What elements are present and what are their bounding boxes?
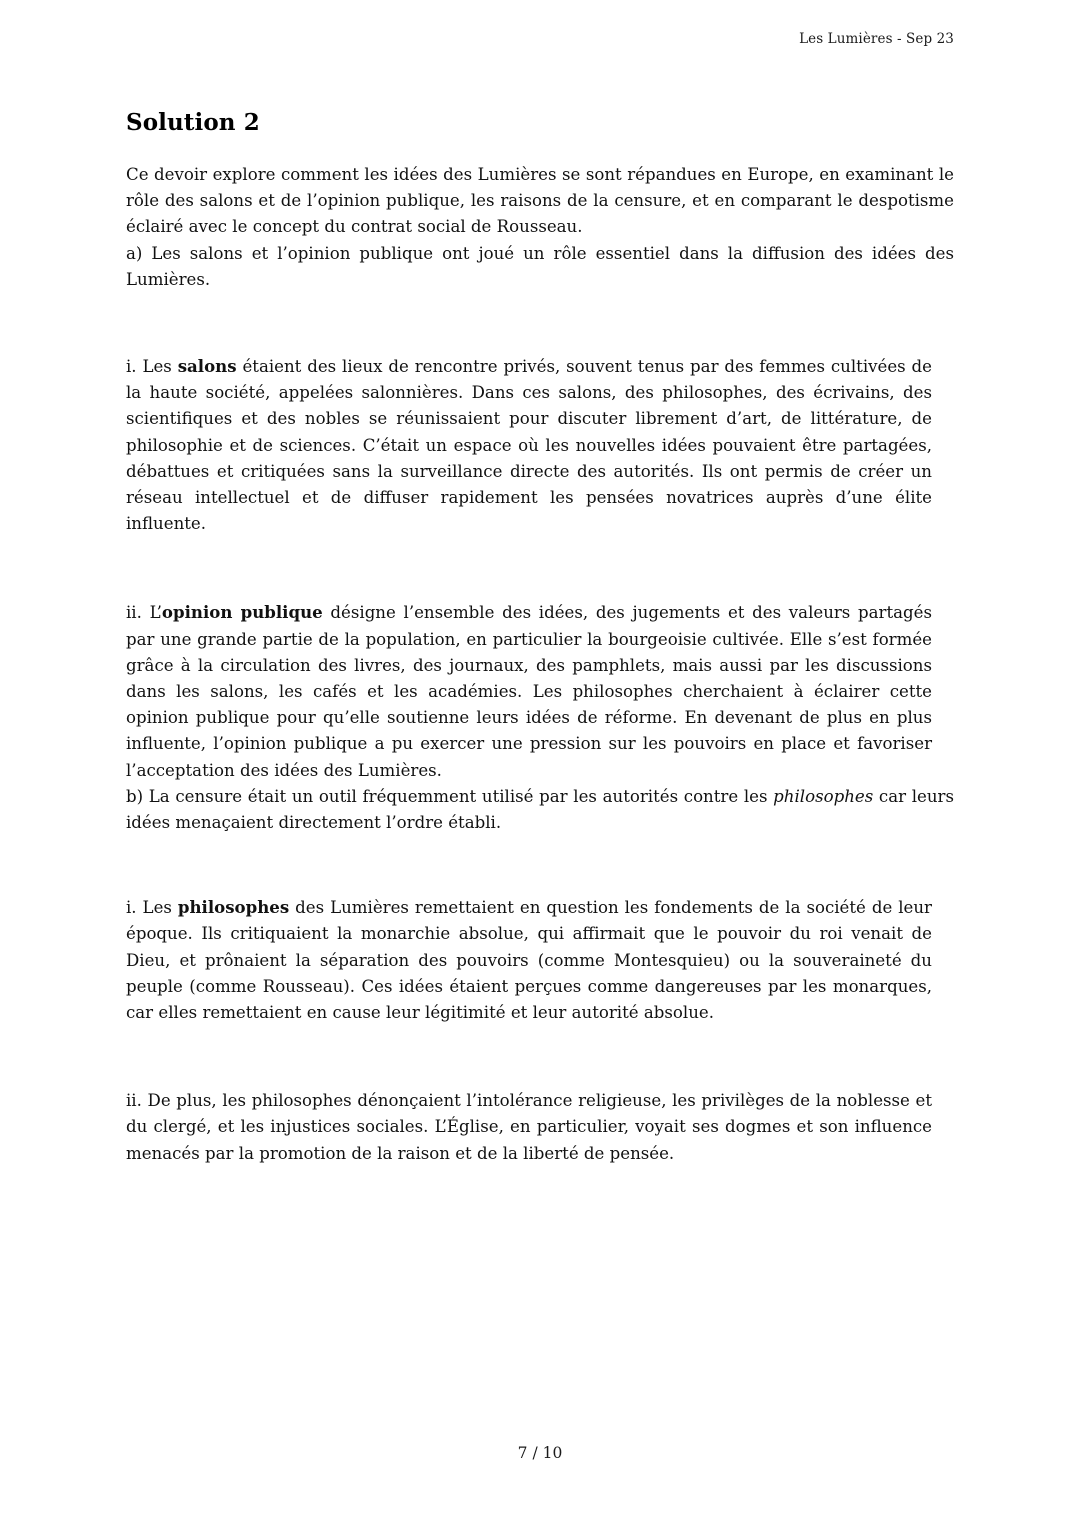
section-a-item-ii [126, 599, 932, 783]
section-b-item-i-body: des Lumières remettaient en question les fondements de la société de leur époque. Ils critiquaient la monarchie absolue, qui affirmait que le pouvoir du roi venait de Dieu, et prônaient la séparation des pouvoirs (comme Montesquieu) ou la souveraineté du peuple (comme Rousseau). Ces idées étaient perçues comme dangereuses par les monarques, car elles remettaient en cause leur légitimité et leur autorité absolue. [126, 898, 932, 1023]
section-a-item-i-emphasis: salons [177, 356, 237, 377]
section-a-item-i [126, 353, 932, 537]
section-a-item-ii-body: désigne l’ensemble des idées, des jugements et des valeurs partagés par une grande partie de la population, en particulier la bourgeoisie cultivée. Elle s’est formée grâce à la circulation des livres, des journaux, des pamphlets, mais aussi par les discussions dans les salons, les cafés et les académies. Les philosophes cherchaient à éclairer cette opinion publique pour qu’elle soutienne leurs idées de réforme. En devenant de plus en plus influente, l’opinion publique a pu exercer une pression sur les pouvoirs en place et favoriser l’acceptation des idées des Lumières. [126, 603, 932, 780]
intro-paragraph: Ce devoir explore comment les idées des Lumières se sont répandues en Europe, en examinant le rôle des salons et de l’opinion publique, les raisons de la censure, et en comparant le despotisme éclairé avec le concept du contrat social de Rousseau. [126, 165, 954, 237]
section-b-item-i-emphasis: philosophes [177, 897, 290, 918]
section-a-item-ii-marker: ii. L’ [126, 603, 162, 623]
document-body [126, 108, 954, 1167]
section-b-lead-after: car leurs idées menaçaient directement l’ordre établi. [126, 786, 954, 833]
section-b-lead-before: b) La censure était un outil fréquemment utilisé par les autorités contre les [126, 786, 774, 806]
running-header: Les Lumières - Sep 23 [799, 31, 954, 47]
section-b-item-ii [126, 1088, 932, 1167]
section-a-lead: a) Les salons et l’opinion publique ont joué un rôle essentiel dans la diffusion des idées des Lumières. [126, 243, 954, 289]
section-b-item-ii-marker: ii. De plus, les philosophes dénonçaient l’intolérance religieuse, les privilèges de la noblesse et du clergé, et les injustices sociales. L’Église, en particulier, voyait ses dogmes et son influence menacés par la promotion de la raison et de la liberté de pensée. [126, 1091, 932, 1163]
page-title: Solution 2 [126, 109, 260, 136]
section-b-lead [126, 784, 954, 836]
section-a-item-ii-emphasis: opinion publique [161, 602, 323, 623]
section-b-item-i-marker: i. Les [126, 898, 178, 918]
section-b-item-i [126, 894, 932, 1026]
section-a-item-i-body: étaient des lieux de rencontre privés, souvent tenus par des femmes cultivées de la haute société, appelées salonnières. Dans ces salons, des philosophes, des écrivains, des scientifiques et des nobles se réunissaient pour discuter librement d’art, de littérature, de philosophie et de sciences. C’était un espace où les nouvelles idées pouvaient être partagées, débattues et critiquées sans la surveillance directe des autorités. Ils ont permis de créer un réseau intellectuel et de diffuser rapidement les pensées novatrices auprès d’une élite influente. [126, 357, 932, 534]
section-b-lead-emphasis: philosophes [773, 786, 874, 806]
page-number-footer: 7 / 10 [517, 1444, 563, 1462]
section-a-item-i-marker: i. Les [126, 357, 178, 377]
